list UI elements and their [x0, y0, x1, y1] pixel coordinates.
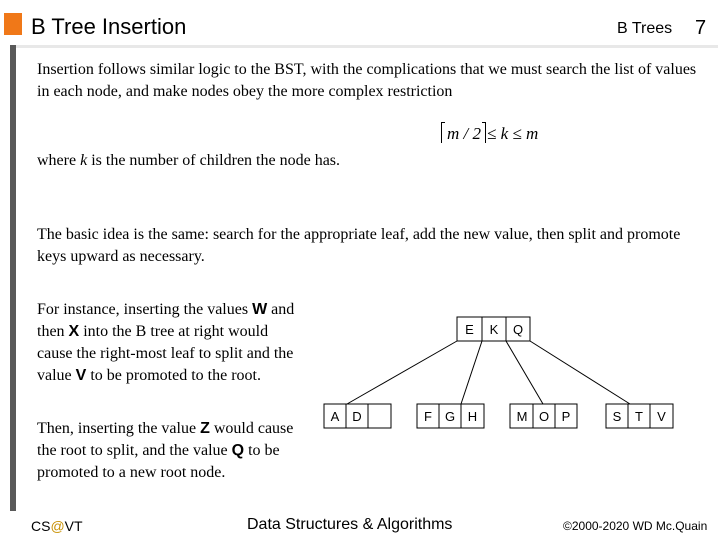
footer-copyright: ©2000-2020 WD Mc.Quain: [563, 519, 708, 533]
leaf-2-key-1: F: [424, 409, 432, 424]
leaf-3-key-3: P: [561, 409, 571, 424]
leaf-1-key-1: A: [330, 409, 340, 424]
leaf-4-key-2: T: [635, 409, 643, 424]
root-node: [457, 317, 530, 341]
root-key-3: Q: [512, 322, 524, 337]
paragraph-intro: Insertion follows similar logic to the BST, with the complications that we must search the list of values in each node, and make nodes obey the more complex restriction: [37, 61, 697, 100]
leaf-2-key-3: H: [467, 409, 478, 424]
formula-rest: ≤ k ≤ m: [487, 124, 539, 143]
leaf-3-key-2: O: [538, 409, 550, 424]
root-key-2: K: [489, 322, 499, 337]
leaf-node-2: [417, 404, 484, 428]
leaf-4-key-3: V: [657, 409, 666, 424]
text: VT: [64, 518, 83, 534]
footer-course: [31, 518, 83, 534]
footer-course-title: Data Structures & Algorithms: [247, 516, 453, 533]
text: to be promoted to the root.: [86, 367, 261, 384]
paragraph-basic-idea: The basic idea is the same: search for the appropriate leaf, add the new value, then split and promote keys upward as necessary.: [37, 226, 681, 265]
at-symbol: @: [50, 518, 65, 534]
value-v: V: [75, 367, 87, 384]
page-number: 7: [695, 17, 707, 39]
root-key-1: E: [465, 322, 474, 337]
formula-inner: m / 2: [447, 124, 481, 143]
section-label: B Trees: [617, 20, 673, 37]
value-w: W: [252, 301, 268, 318]
edge-root-leaf-1: [347, 341, 457, 404]
text: where: [37, 152, 81, 169]
value-q: Q: [231, 442, 245, 459]
leaf-1-key-2: D: [352, 409, 362, 424]
variable-k: k: [80, 152, 88, 169]
text: For instance, inserting the values: [37, 301, 253, 318]
value-x: X: [68, 323, 80, 340]
leaf-2-key-2: G: [444, 409, 456, 424]
edge-root-leaf-3: [506, 341, 543, 404]
value-z: Z: [200, 420, 210, 437]
leaf-node-3: [510, 404, 577, 428]
text: and then: [37, 301, 295, 340]
slide-title: B Tree Insertion: [31, 14, 187, 39]
leaf-node-1: [324, 404, 391, 428]
text: is the number of children the node has.: [87, 152, 341, 169]
leaf-4-key-1: S: [612, 409, 622, 424]
leaf-3-key-1: M: [516, 409, 528, 424]
text: would cause the root to split, and the value: [37, 420, 294, 459]
text: into the B tree at right would cause the right-most leaf to split and the value: [37, 323, 294, 384]
edge-root-leaf-4: [530, 341, 630, 404]
text: CS: [31, 518, 51, 534]
edge-root-leaf-2: [461, 341, 482, 404]
tree-edges: [347, 341, 630, 404]
leaf-node-4: [606, 404, 673, 428]
text: to be promoted to a new root node.: [37, 442, 280, 481]
text: Then, inserting the value: [37, 420, 201, 437]
